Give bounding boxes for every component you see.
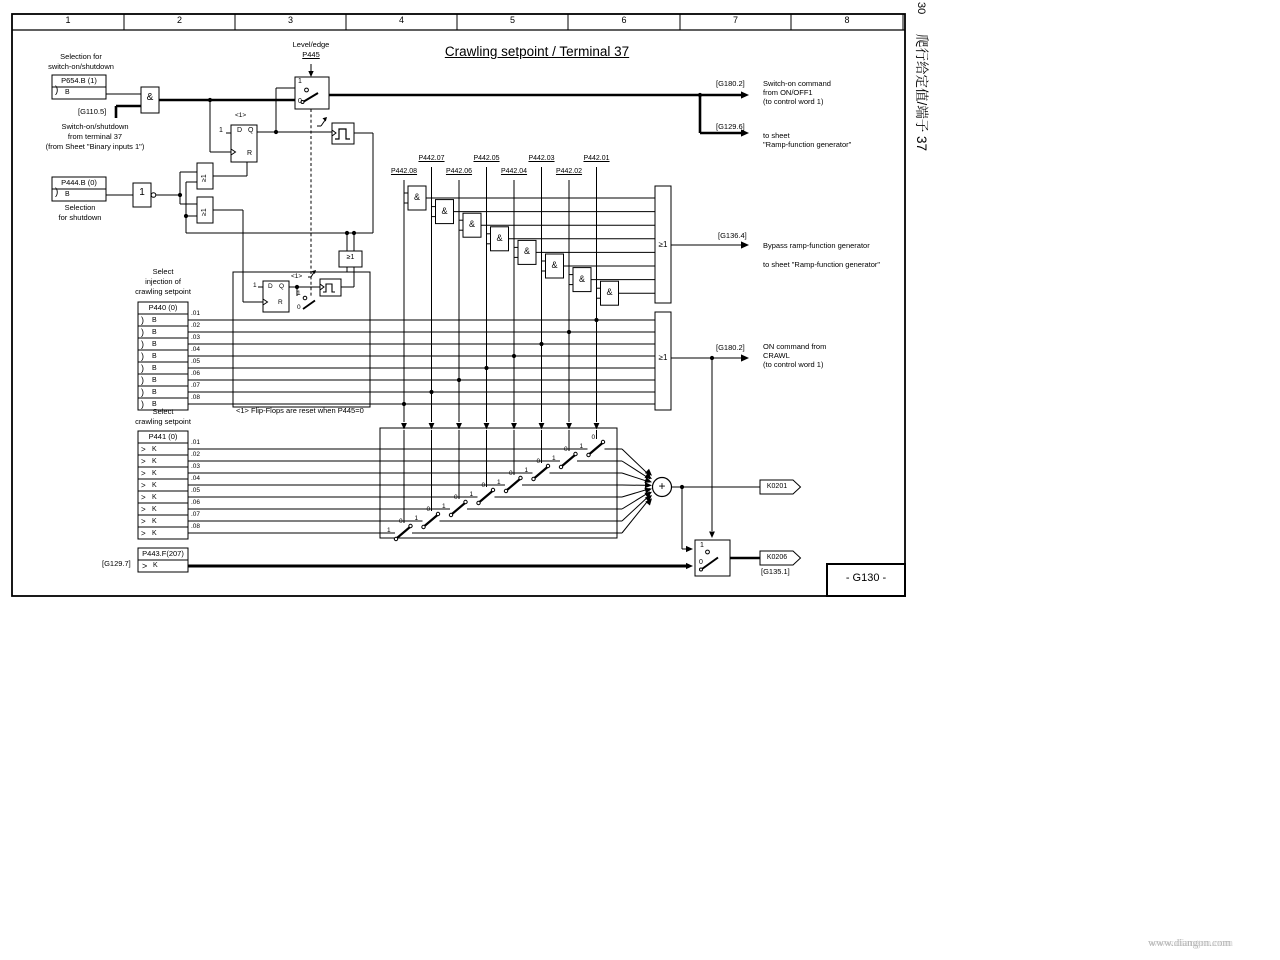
switch-lever <box>702 558 718 570</box>
and-gate-label: & <box>146 92 154 103</box>
contact-circle <box>574 452 577 455</box>
io-label: K <box>152 494 157 501</box>
ref-g110-5: [G110.5] <box>78 107 107 116</box>
switch-lever <box>303 301 315 310</box>
io-label: B <box>152 341 157 348</box>
ff2-d-label: D <box>268 283 273 290</box>
index-label: .08 <box>191 394 201 401</box>
and-gate-label: & <box>578 273 585 284</box>
contact-circle <box>449 513 452 516</box>
ref-g129-6: [G129.6] <box>716 122 745 131</box>
index-label: .07 <box>191 382 201 389</box>
contact-circle <box>519 476 522 479</box>
arrowhead <box>645 482 652 488</box>
arrowhead <box>456 423 462 430</box>
caption-p441-2: crawling setpoint <box>135 417 191 426</box>
caption-p440-1: Select <box>152 267 174 276</box>
index-label: .06 <box>191 499 201 506</box>
clock-symbol <box>231 149 236 155</box>
arrowhead <box>709 532 715 539</box>
switch-lever <box>452 503 465 514</box>
sw2-pos-1: 1 <box>297 290 301 297</box>
contact-circle <box>305 88 309 92</box>
sw1-pos-1: 1 <box>298 78 302 85</box>
arrowhead <box>484 423 490 430</box>
arrowhead <box>741 241 749 248</box>
contact-circle <box>409 524 412 527</box>
caption-g110-1: Switch-on/shutdown <box>61 122 129 131</box>
or-gate-label: ≥1 <box>346 254 355 261</box>
contact-circle <box>422 525 425 528</box>
index-label: .01 <box>191 439 201 446</box>
switch-pos-0: 0 <box>509 470 513 477</box>
connector-icon: > <box>141 469 146 478</box>
ruler-number: 4 <box>398 15 404 25</box>
p444-io-label: B <box>65 191 70 198</box>
arrowhead <box>741 91 749 98</box>
pulse-icon <box>335 129 350 139</box>
ff1-const-one: 1 <box>219 127 223 134</box>
junction-dot <box>402 402 406 406</box>
switch-pos-0: 0 <box>399 518 403 525</box>
io-label: K <box>152 446 157 453</box>
connector-icon: > <box>141 505 146 514</box>
pulse-icon <box>323 284 335 292</box>
param-p444: P444.B (0) <box>61 178 97 187</box>
connector-icon: > <box>141 529 146 538</box>
caption-g110-2: from terminal 37 <box>67 132 123 141</box>
connector-icon: > <box>141 493 146 502</box>
param-p445: P445 <box>302 50 320 59</box>
note-flipflops: <1> Flip-Flops are reset when P445=0 <box>236 406 364 415</box>
arrowhead <box>429 423 435 430</box>
contact-circle <box>532 477 535 480</box>
text-g180-crawl-1: ON command from <box>763 342 827 351</box>
index-label: .04 <box>191 475 201 482</box>
index-label: .08 <box>191 523 201 530</box>
text-g180-crawl-3: (to control word 1) <box>763 360 824 369</box>
junction-dot <box>539 342 543 346</box>
switch-pos-1: 1 <box>552 455 556 462</box>
contact-circle <box>587 453 590 456</box>
arrowhead <box>741 354 749 361</box>
ruler-number: 7 <box>732 15 738 25</box>
p442-label: P442.02 <box>555 168 583 175</box>
text-g129-1: to sheet <box>763 131 790 140</box>
connector-icon: > <box>141 481 146 490</box>
text-g180-on-1: Switch-on command <box>763 79 831 88</box>
binector-icon: ) <box>55 85 59 96</box>
arrowhead <box>594 423 600 430</box>
caption-selection-on: Selection for <box>60 52 102 61</box>
contact-circle <box>601 440 604 443</box>
io-label: B <box>152 401 157 408</box>
adder-plus-label: + <box>658 479 666 493</box>
io-label: K <box>152 506 157 513</box>
io-label: K <box>152 458 157 465</box>
p442-label: P442.07 <box>418 155 445 162</box>
p442-label: P442.04 <box>500 168 528 175</box>
index-label: .04 <box>191 346 201 353</box>
and-gate-label: & <box>468 219 475 230</box>
index-label: .05 <box>191 358 201 365</box>
switch-lever <box>303 93 318 102</box>
switch-lever <box>397 527 410 538</box>
p442-label: P442.06 <box>445 168 473 175</box>
text-g136-1: Bypass ramp-function generator <box>763 241 870 250</box>
side-vertical-title: 爬行给定值/端子 37 <box>914 34 929 152</box>
p442-label: P442.03 <box>528 155 555 162</box>
caption-selection-off-2: for shutdown <box>58 213 102 222</box>
binector-icon: ) <box>141 375 144 385</box>
switch-pos-1: 1 <box>579 443 584 450</box>
arrowhead <box>686 563 693 569</box>
arrowhead <box>566 423 572 430</box>
p654-io-label: B <box>65 89 70 96</box>
text-g136-2: to sheet "Ramp-function generator" <box>763 260 881 269</box>
switch-lever <box>480 491 493 502</box>
param-p441: P441 (0) <box>148 432 178 441</box>
switch-pos-1: 1 <box>442 503 446 510</box>
binector-icon: ) <box>141 399 144 409</box>
contact-circle <box>303 296 307 300</box>
switch-pos-0: 0 <box>536 458 541 465</box>
ff1-q-label: Q <box>248 127 254 134</box>
arrowhead <box>308 71 313 77</box>
ff2-box <box>263 281 289 312</box>
junction-dot <box>567 330 571 334</box>
tag-k0201: K0201 <box>766 483 788 490</box>
ff1-d-label: D <box>237 127 243 134</box>
tag-k0206: K0206 <box>766 554 788 561</box>
watermark: www.diangon.com <box>1148 937 1231 949</box>
switch-pos-0: 0 <box>426 506 431 513</box>
io-label: B <box>152 377 157 384</box>
side-page-number: 30 <box>915 2 927 15</box>
sw2-pos-0: 0 <box>297 304 301 311</box>
param-p440: P440 (0) <box>148 303 178 312</box>
clock-symbol <box>332 130 336 136</box>
and-gate-label: & <box>523 246 530 257</box>
ref-g135-1: [G135.1] <box>761 567 790 576</box>
caption-selection-on-2: switch-on/shutdown <box>48 62 114 71</box>
ruler-number: 8 <box>844 15 850 25</box>
index-label: .01 <box>191 310 201 317</box>
switch-pos-0: 0 <box>454 494 458 501</box>
and-gate-label: & <box>413 192 420 202</box>
or-gate-label: ≥1 <box>658 353 668 362</box>
caption-level-edge: Level/edge <box>292 40 330 49</box>
io-label: B <box>152 353 157 360</box>
caption-p441-1: Select <box>152 407 174 416</box>
and-gate-label: & <box>441 205 448 216</box>
injection-block-box <box>233 272 370 407</box>
connector-icon: > <box>141 457 146 466</box>
binector-icon: ) <box>141 327 144 337</box>
wire <box>622 498 650 533</box>
switch-pos-0: 0 <box>481 482 486 489</box>
and-gate-label: & <box>606 287 613 298</box>
binector-icon: ) <box>141 351 144 361</box>
text-g180-crawl-2: CRAWL <box>763 351 790 360</box>
binector-icon: ) <box>141 339 144 349</box>
binector-icon: ) <box>141 387 144 397</box>
contact-circle <box>559 465 562 468</box>
contact-circle <box>477 501 480 504</box>
junction-dot <box>429 390 433 394</box>
not-gate-label: 1 <box>139 187 145 198</box>
switch-lever <box>507 479 520 490</box>
ff1-r-label: R <box>247 150 253 157</box>
index-label: .03 <box>191 334 201 341</box>
switch-lever <box>562 455 575 466</box>
ff2-q-label: Q <box>279 283 285 290</box>
io-label: B <box>152 317 157 324</box>
contact-circle <box>464 500 467 503</box>
or-gate-label: ≥1 <box>201 174 208 182</box>
caption-selection-off: Selection <box>64 203 96 212</box>
ref-g180-on: [G180.2] <box>716 79 745 88</box>
clock-symbol <box>263 299 268 305</box>
contact-circle <box>546 464 549 467</box>
sw1-pos-0: 0 <box>298 98 302 105</box>
connector-icon: > <box>142 561 148 571</box>
ruler-number: 5 <box>509 15 515 25</box>
switch-pos-1: 1 <box>497 479 501 486</box>
contact-circle <box>700 568 703 571</box>
caption-g110-3: (from Sheet "Binary inputs 1") <box>45 142 145 151</box>
page-title: Crawling setpoint / Terminal 37 <box>444 44 630 59</box>
switch-pos-1: 1 <box>387 527 391 534</box>
p442-label: P442.08 <box>390 168 418 175</box>
binector-icon: ) <box>141 315 144 325</box>
caption-p440-3: crawling setpoint <box>135 287 191 296</box>
io-label: K <box>152 518 157 525</box>
switch-lever <box>590 443 603 454</box>
switch-pos-0: 0 <box>564 446 568 453</box>
and-gate-label: & <box>551 260 558 270</box>
wire <box>622 449 650 476</box>
ff1-marker: <1> <box>235 112 247 119</box>
clock-symbol <box>320 284 324 290</box>
p442-label: P442.05 <box>473 155 500 162</box>
index-label: .02 <box>191 451 201 458</box>
binector-icon: ) <box>55 187 59 198</box>
index-label: .02 <box>191 322 201 329</box>
ruler-number: 3 <box>287 15 293 25</box>
contact-circle <box>436 512 439 515</box>
ruler-number: 6 <box>621 15 627 25</box>
contact-circle <box>706 550 710 554</box>
contact-circle <box>491 488 494 491</box>
junction-dot <box>457 378 461 382</box>
p443-io-label: K <box>153 562 158 569</box>
contact-circle <box>151 193 156 198</box>
connector-icon: > <box>141 445 146 454</box>
and-gate-label: & <box>496 232 503 243</box>
ruler-number: 1 <box>65 15 71 25</box>
junction-dot <box>512 354 516 358</box>
param-p654: P654.B (1) <box>61 76 97 85</box>
connector-icon: > <box>141 517 146 526</box>
ruler-number: 2 <box>176 15 182 25</box>
or-gate-label: ≥1 <box>658 240 668 249</box>
ff2-const-one: 1 <box>253 282 257 289</box>
contact-circle <box>394 537 397 540</box>
junction-dot <box>484 366 488 370</box>
arrowhead <box>686 546 693 552</box>
index-label: .05 <box>191 487 201 494</box>
io-label: B <box>152 365 157 372</box>
p442-label: P442.01 <box>583 155 610 162</box>
wire <box>622 495 650 521</box>
io-label: B <box>152 329 157 336</box>
text-g129-2: "Ramp-function generator" <box>763 140 852 149</box>
switch-lever <box>535 467 548 478</box>
ref-g129-7: [G129.7] <box>102 559 131 568</box>
switch-lever <box>425 515 438 526</box>
caption-p440-2: injection of <box>145 277 181 286</box>
contact-circle <box>504 489 507 492</box>
arrowhead <box>539 423 545 430</box>
sw3-pos-1: 1 <box>700 542 704 549</box>
io-label: B <box>152 389 157 396</box>
binector-icon: ) <box>141 363 144 373</box>
arrowhead <box>511 423 517 430</box>
switch-pos-1: 1 <box>469 491 474 498</box>
switch-pos-0: 0 <box>591 434 596 441</box>
ff2-marker: <1> <box>291 273 303 280</box>
sw3-pos-0: 0 <box>699 559 703 566</box>
or-gate-label: ≥1 <box>201 208 208 216</box>
switch-pos-1: 1 <box>524 467 529 474</box>
index-label: .03 <box>191 463 201 470</box>
ff2-r-label: R <box>278 299 283 306</box>
io-label: K <box>152 482 157 489</box>
switch-pos-1: 1 <box>414 515 419 522</box>
param-p443: P443.F(207) <box>142 549 184 558</box>
index-label: .07 <box>191 511 201 518</box>
sheet-number: - G130 - <box>845 572 887 584</box>
junction-dot <box>594 318 598 322</box>
arrowhead <box>401 423 407 430</box>
ref-g180-crawl: [G180.2] <box>716 343 745 352</box>
ref-g136-4: [G136.4] <box>718 231 747 240</box>
text-g180-on-3: (to control word 1) <box>763 97 824 106</box>
io-label: K <box>152 530 157 537</box>
text-g180-on-2: from ON/OFF1 <box>763 88 813 97</box>
io-label: K <box>152 470 157 477</box>
index-label: .06 <box>191 370 201 377</box>
